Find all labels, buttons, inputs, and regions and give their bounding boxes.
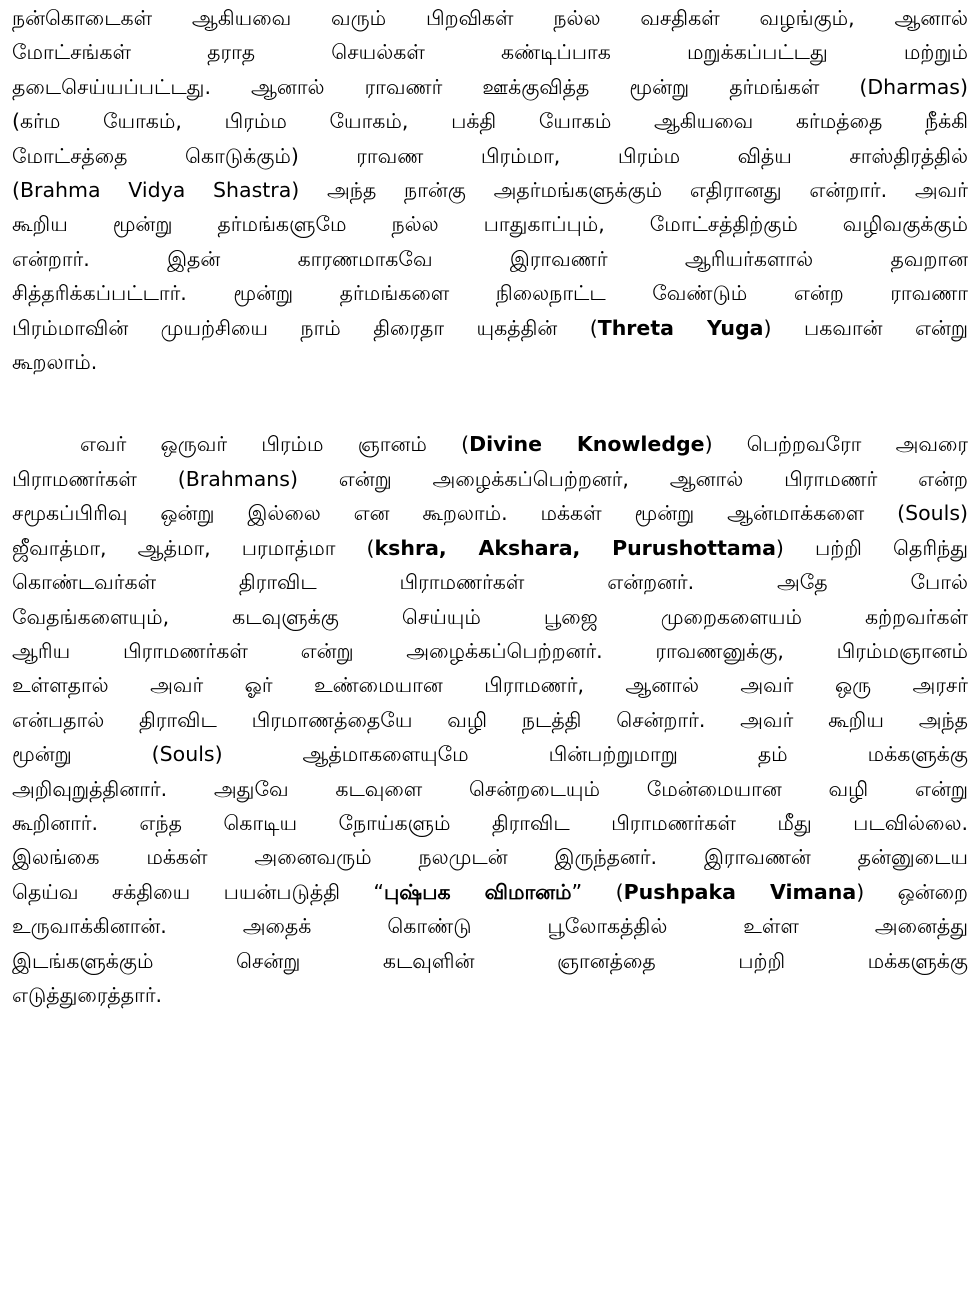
text-line: என்றார். இதன் காரணமாகவே இராவணர் ஆரியர்களால் தவறான [12, 246, 968, 271]
paragraph-1 [12, 0, 968, 379]
text-line: சமூகப்பிரிவு ஒன்று இல்லை என கூறலாம். மக்கள் மூன்று ஆன்மாக்களை (Souls) [12, 501, 968, 526]
text-line: உள்ளதால் அவர் ஓர் உண்மையான பிராமணர், ஆனால் அவர் ஒரு அரசர் [12, 673, 968, 698]
text-line: கூறிய மூன்று தர்மங்களுமே நல்ல பாதுகாப்பும், மோட்சத்திற்கும் வழிவகுக்கும் [12, 212, 968, 237]
text-line: கொண்டவர்கள் திராவிட பிராமணர்கள் என்றனர். அதே போல் [12, 570, 968, 595]
paragraph-2 [12, 427, 968, 1012]
text-line: (கர்ம யோகம், பிரம்ம யோகம், பக்தி யோகம் ஆகியவை கர்மத்தை நீக்கி [12, 109, 968, 134]
text-line: சித்தரிக்கப்பட்டார். மூன்று தர்மங்களை நிலைநாட்ட வேண்டும் என்ற ராவணா [12, 281, 968, 306]
text-line: மோட்சங்கள் தராத செயல்கள் கண்டிப்பாக மறுக்கப்பட்டது மற்றும் [12, 40, 968, 65]
document-page [12, 0, 968, 1012]
text-line: தடைசெய்யப்பட்டது. ஆனால் ராவணர் ஊக்குவித்த மூன்று தர்மங்கள் (Dharmas) [12, 74, 968, 99]
text-line: தெய்வ சக்தியை பயன்படுத்தி “புஷ்பக விமானம்” (Pushpaka Vimana) ஒன்றை [12, 879, 969, 904]
text-line: ஆரிய பிராமணர்கள் என்று அழைக்கப்பெற்றனர். ராவணனுக்கு, பிரம்மஞானம் [12, 638, 968, 663]
text-line: வேதங்களையும், கடவுளுக்கு செய்யும் பூஜை முறைகளையம் கற்றவர்கள் [12, 604, 968, 629]
bold-term: Divine Knowledge [469, 432, 705, 457]
text-line: எவர் ஒருவர் பிரம்ம ஞானம் (Divine Knowledge) பெற்றவரோ அவரை [80, 432, 968, 457]
text-line: உருவாக்கினான். அதைக் கொண்டு பூலோகத்தில் உள்ள அனைத்து [12, 914, 968, 939]
text-line: கூறினார். எந்த கொடிய நோய்களும் திராவிட பிராமணர்கள் மீது படவில்லை. [12, 810, 968, 835]
text-line: இடங்களுக்கும் சென்று கடவுளின் ஞானத்தை பற்றி மக்களுக்கு [12, 948, 968, 973]
bold-term: Pushpaka Vimana [623, 879, 857, 904]
text-line: மூன்று (Souls) ஆத்மாகளையுமே பின்பற்றுமாறு தம் மக்களுக்கு [12, 742, 968, 767]
text-line: அறிவுறுத்தினார். அதுவே கடவுளை சென்றடையும் மேன்மையான வழி என்று [12, 776, 968, 801]
text-line: நன்கொடைகள் ஆகியவை வரும் பிறவிகள் நல்ல வசதிகள் வழங்கும், ஆனால் [12, 6, 968, 30]
text-line: ஜீவாத்மா, ஆத்மா, பரமாத்மா (kshra, Akshara, Purushottama) பற்றி தெரிந்து [12, 535, 969, 560]
text-line: (Brahma Vidya Shastra) அந்த நான்கு அதர்மங்களுக்கும் எதிரானது என்றார். அவர் [12, 178, 968, 203]
text-line: பிரம்மாவின் முயற்சியை நாம் திரைதா யுகத்தின் (Threta Yuga) பகவான் என்று [12, 315, 968, 340]
text-line: எடுத்துரைத்தார். [12, 982, 163, 1007]
text-line: பிராமணர்கள் (Brahmans) என்று அழைக்கப்பெற்றனர், ஆனால் பிராமணர் என்ற [12, 466, 968, 491]
bold-term: Threta Yuga [597, 315, 764, 340]
bold-term: புஷ்பக விமானம் [384, 879, 572, 904]
text-line: மோட்சத்தை கொடுக்கும்) ராவண பிரம்மா, பிரம்ம வித்ய சாஸ்திரத்தில் [12, 143, 968, 168]
bold-term: kshra, Akshara, Purushottama [374, 535, 776, 560]
text-line: இலங்கை மக்கள் அனைவரும் நலமுடன் இருந்தனர். இராவணன் தன்னுடைய [12, 845, 968, 870]
text-line: கூறலாம். [12, 350, 98, 375]
text-line: என்பதால் திராவிட பிரமாணத்தையே வழி நடத்தி சென்றார். அவர் கூறிய அந்த [12, 707, 968, 732]
